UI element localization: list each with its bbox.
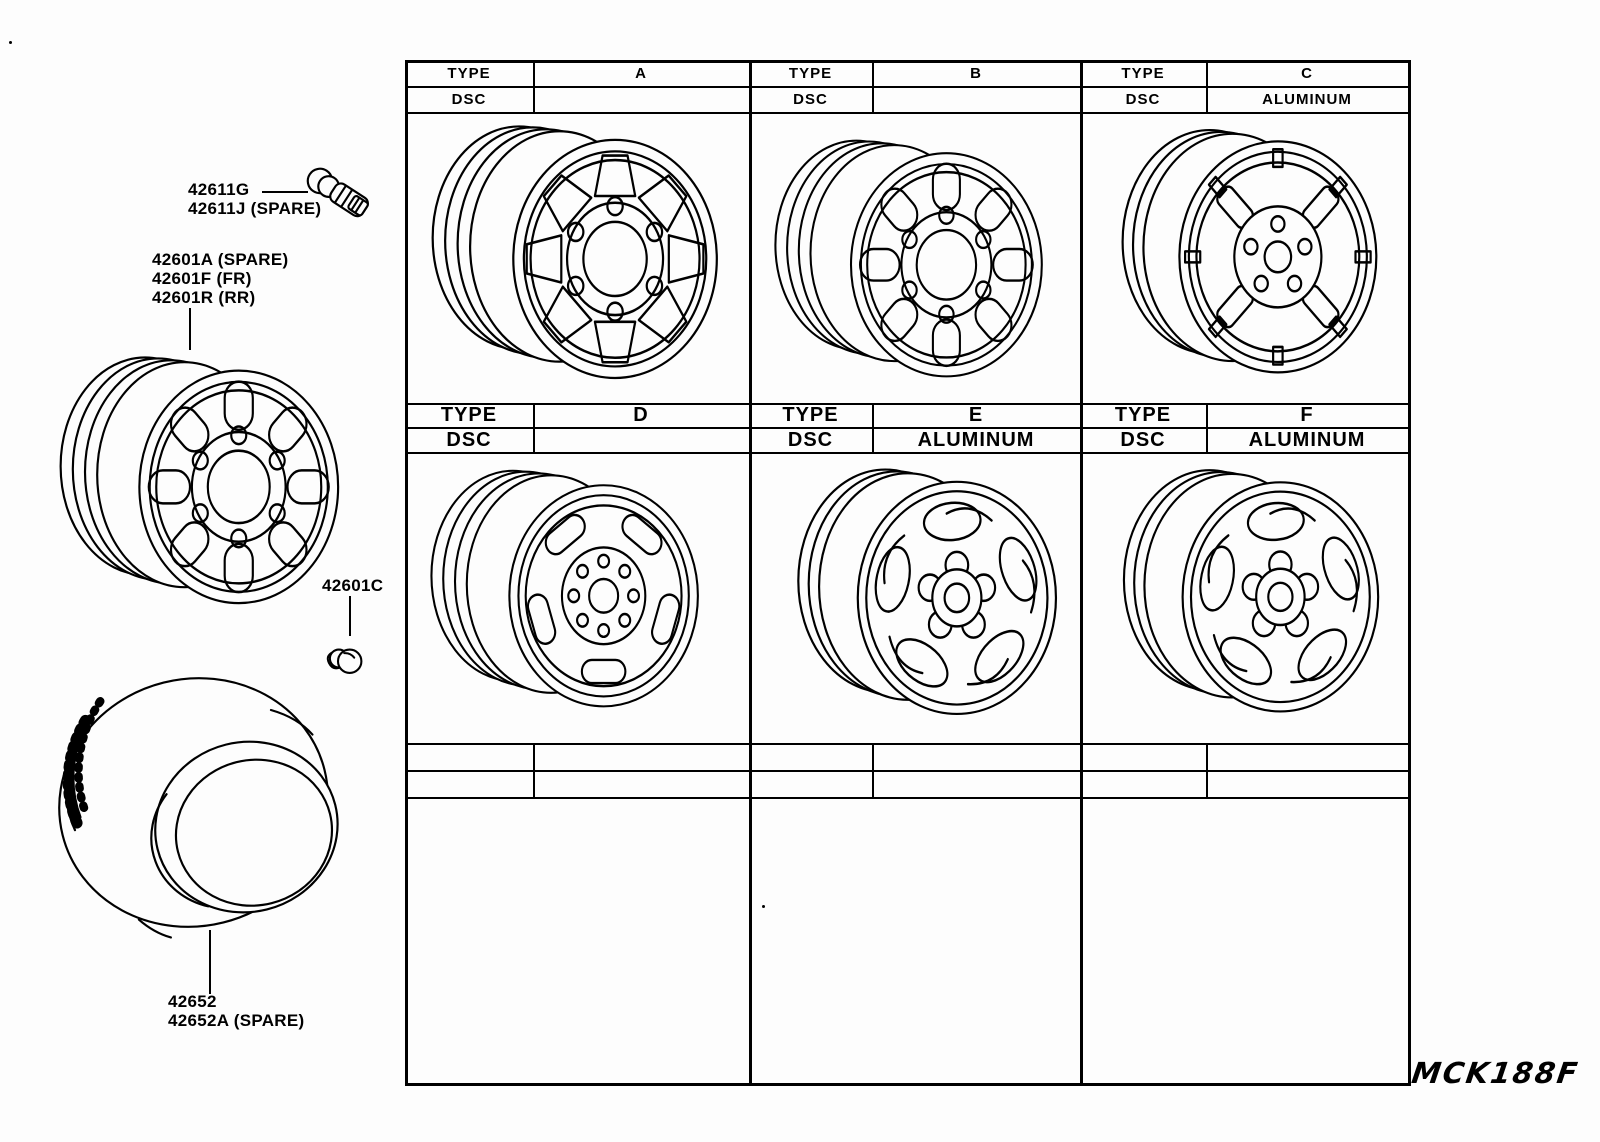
type-value-c: C xyxy=(1301,65,1313,82)
wheel-type-b-drawing xyxy=(758,128,1070,398)
grid-line xyxy=(872,743,874,799)
tire-part-labels xyxy=(168,992,304,1030)
grid-line xyxy=(1080,60,1083,1083)
type-value-b: B xyxy=(970,65,982,82)
tire-leader-line xyxy=(209,930,211,994)
type-header-c: TYPE xyxy=(1121,65,1165,82)
dsc-header-b: DSC xyxy=(793,91,828,108)
type-value-a: A xyxy=(635,65,647,82)
material-value-a xyxy=(533,87,749,112)
tire-label-2: 42652A (SPARE) xyxy=(168,1011,305,1030)
type-value-f: F xyxy=(1300,404,1314,426)
grid-line xyxy=(405,743,1408,745)
material-value-d xyxy=(533,428,749,452)
wheel-label-2: 42601F (FR) xyxy=(152,269,252,288)
material-value-e: ALUMINUM xyxy=(917,428,1035,451)
type-header-a: TYPE xyxy=(447,65,491,82)
material-value-c: ALUMINUM xyxy=(1262,91,1352,108)
grid-line xyxy=(1206,743,1208,799)
type-value-d: D xyxy=(633,404,649,426)
dsc-header-e: DSC xyxy=(787,428,834,451)
spare-wheel-drawing xyxy=(55,330,355,640)
wheel-label-1: 42601A (SPARE) xyxy=(152,250,289,269)
wheel-type-e-drawing xyxy=(770,452,1072,740)
dsc-header-c: DSC xyxy=(1125,91,1161,108)
bolt-part-label xyxy=(322,576,383,595)
valve-label-1: 42611G xyxy=(188,180,250,199)
bolt-label: 42601C xyxy=(322,576,384,595)
wheel-type-c-drawing xyxy=(1086,113,1394,397)
type-value-e: E xyxy=(968,404,984,426)
type-header-b: TYPE xyxy=(788,65,833,82)
material-value-f: ALUMINUM xyxy=(1248,428,1366,451)
type-header-f: TYPE xyxy=(1114,404,1172,426)
type-header-e: TYPE xyxy=(782,404,839,426)
dsc-header-f: DSC xyxy=(1120,428,1166,451)
type-header-d: TYPE xyxy=(440,404,498,426)
wheel-part-labels xyxy=(152,250,288,307)
grid-line xyxy=(405,770,1408,772)
tire-label-1: 42652 xyxy=(168,992,217,1011)
dsc-header-a: DSC xyxy=(451,91,487,108)
grid-line xyxy=(749,60,752,1083)
bolt-leader-line xyxy=(349,596,351,636)
grid-line xyxy=(533,743,535,799)
valve-label-2: 42611J (SPARE) xyxy=(188,199,322,218)
grid-line xyxy=(405,797,1408,799)
dsc-header-d: DSC xyxy=(446,428,492,451)
wheel-label-3: 42601R (RR) xyxy=(152,288,256,307)
material-value-b xyxy=(872,87,1080,112)
scan-speck xyxy=(9,41,12,44)
drawing-code: MCK188F xyxy=(1409,1056,1582,1090)
valve-stem-icon xyxy=(298,166,393,241)
wheel-type-d-drawing xyxy=(426,458,716,730)
wheel-type-a-drawing xyxy=(423,113,738,401)
tire-drawing xyxy=(52,645,354,960)
wheel-type-f-drawing xyxy=(1096,455,1394,735)
scan-speck xyxy=(762,905,765,908)
